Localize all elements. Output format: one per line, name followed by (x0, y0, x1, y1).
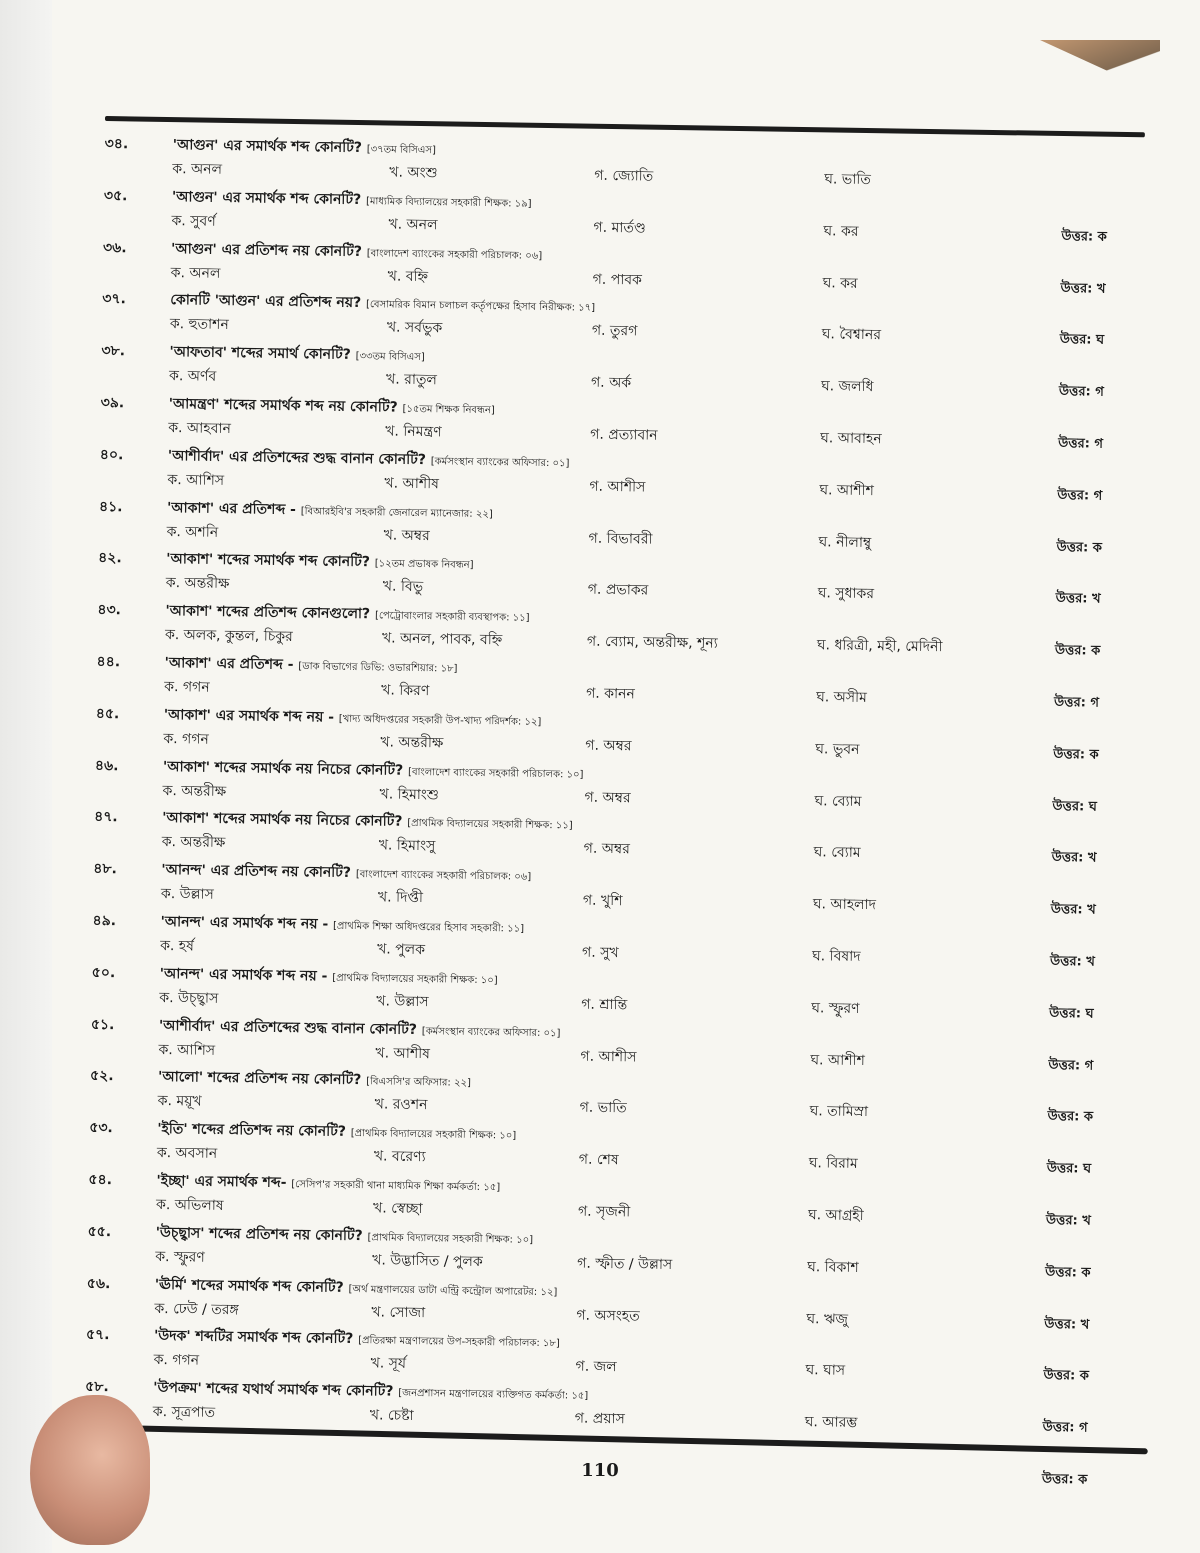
question-number: ৫২. (89, 1068, 114, 1085)
question-text: 'আকাশ' শব্দের সমার্থক শব্দ কোনটি? (166, 551, 371, 571)
question-number: ৩৪. (104, 135, 129, 153)
answer-label: উত্তর: ঘ (1046, 1161, 1092, 1177)
option-a: ক. অন্তরীক্ষ (165, 575, 230, 593)
option-b: খ. আশীষ (375, 1044, 431, 1062)
answer-label: উত্তর: ক (1045, 1264, 1091, 1281)
question-source: [প্রাথমিক শিক্ষা অধিদপ্তরের হিসাব সহকারী: ১১] (332, 920, 525, 935)
question-source: [ডাক বিভাগের ডিভি: ওভারশিয়ার: ১৮] (298, 661, 458, 675)
option-b: খ. উল্লাস (376, 993, 429, 1010)
option-d: ঘ. তামিস্রা (809, 1103, 869, 1121)
option-c: গ. সুখ (581, 944, 619, 962)
option-d: ঘ. আশীশ (810, 1051, 866, 1069)
option-d: ঘ. ব্যোম (814, 792, 862, 810)
question-number: ৩৭. (102, 291, 126, 308)
question-text: 'উপক্রম' শব্দের যথার্থ সমার্থক শব্দ কোনটি? (153, 1380, 394, 1400)
question-text: 'আকাশ' এর সমার্থক শব্দ নয় - (163, 706, 335, 726)
question-source: [৩৭তম বিসিএস] (366, 144, 437, 157)
option-d: ঘ. বিরাম (808, 1155, 858, 1173)
option-b: খ. স্বেচ্ছা (372, 1200, 423, 1218)
option-b: খ. সর্বভুক (386, 319, 443, 337)
answer-label: উত্তর: ক (1061, 228, 1107, 245)
option-d: ঘ. আশীশ (819, 482, 874, 499)
question-source: [কর্মসংস্থান ব্যাংকের অফিসার: ০১] (421, 1025, 561, 1039)
question-number: ৪০. (99, 446, 124, 464)
question-number: ৪৬. (94, 757, 119, 774)
question-text: 'আকাশ' শব্দের প্রতিশব্দ কোনগুলো? (165, 603, 371, 623)
option-b: খ. বিভু (382, 578, 424, 596)
option-c: গ. শ্রান্তি (581, 996, 628, 1014)
question-source: [প্রতিরক্ষা মন্ত্রণালয়ের উপ-সহকারী পরিচালক: ১৮] (358, 1335, 560, 1350)
option-a: ক. অর্ণব (168, 368, 217, 385)
question-source: [১২তম প্রভাষক নিবন্ধন] (374, 558, 474, 572)
option-a: ক. অলক, কুন্তল, চিকুর (164, 627, 293, 646)
answer-label: উত্তর: গ (1048, 1057, 1094, 1074)
question-number: ৪৮. (93, 861, 117, 878)
question-number: ৫১. (90, 1016, 115, 1033)
option-a: ক. ঢেউ / তরঙ্গ (154, 1300, 239, 1318)
question-text: 'আগুন' এর সমার্থক শব্দ কোনটি? (171, 188, 362, 208)
question-number: ৪৩. (97, 602, 122, 619)
question-source: [মাধ্যমিক বিদ্যালয়ের সহকারী শিক্ষক: ১৯] (365, 195, 532, 210)
option-d: ঘ. বিকাশ (807, 1258, 859, 1276)
page-number: 110 (581, 1460, 619, 1481)
option-d: ঘ. আগ্রহী (807, 1207, 864, 1224)
option-a: ক. সুবর্ণ (171, 212, 216, 230)
answer-label: উত্তর: খ (1051, 850, 1097, 867)
answer-label: উত্তর: গ (1053, 694, 1100, 711)
question-source: [কর্মসংস্থান ব্যাংকের অফিসার: ০১] (430, 455, 570, 470)
question-number: ৩৬. (102, 239, 127, 256)
question-number: ৪৭. (94, 809, 118, 826)
option-b: খ. উদ্ভাসিত / পুলক (372, 1252, 483, 1270)
question-text: 'আনন্দ' এর প্রতিশব্দ নয় কোনটি? (161, 862, 352, 882)
answer-label: উত্তর: ক (1054, 643, 1101, 659)
question-number: ৫৮. (85, 1378, 109, 1396)
question-source: [সেসিপ'র সহকারী থানা মাধ্যমিক শিক্ষা কর্মকর্তা: ১৫] (291, 1178, 501, 1194)
option-c: গ. ব্যোম, অন্তরীক্ষ, শূন্য (586, 633, 718, 652)
question-text: কোনটি 'আগুন' এর প্রতিশব্দ নয়? (170, 292, 362, 312)
answer-label: উত্তর: খ (1049, 953, 1095, 970)
option-b: খ. অনল, পাবক, বহ্নি (381, 630, 503, 649)
answer-label: উত্তর: ঘ (1052, 798, 1097, 815)
question-source: [প্রাথমিক বিদ্যালয়ের সহকারী শিক্ষক: ১০] (350, 1128, 517, 1142)
question-text: 'ইচ্ছা' এর সমার্থক শব্দ- (156, 1172, 287, 1191)
option-c: গ. সৃজনী (577, 1203, 631, 1221)
option-c: গ. প্রত্যাবান (590, 426, 658, 444)
question-number: ৫৪. (88, 1171, 113, 1189)
answer-label: উত্তর: খ (1045, 1212, 1091, 1229)
option-c: গ. অর্ক (590, 374, 632, 392)
question-number: ৫৭. (85, 1327, 110, 1344)
question-source: [প্রাথমিক বিদ্যালয়ের সহকারী শিক্ষক: ১০] (332, 972, 498, 987)
option-a: ক. উল্লাস (160, 886, 214, 903)
question-source: [প্রাথমিক বিদ্যালয়ের সহকারী শিক্ষক: ১১] (407, 818, 573, 832)
option-c: গ. জল (575, 1358, 617, 1376)
question-source: [৩৩তম বিসিএস] (355, 351, 425, 364)
option-a: ক. হুতাশন (169, 316, 229, 334)
answer-label: উত্তর: ঘ (1049, 1005, 1094, 1022)
question-source: [প্রাথমিক বিদ্যালয়ের সহকারী শিক্ষক: ১০] (367, 1231, 534, 1246)
question-text: 'আনন্দ' এর সমার্থক শব্দ নয় - (159, 965, 328, 985)
question-number: ৩৮. (101, 343, 126, 360)
question-number: ৫৫. (87, 1223, 112, 1240)
option-b: খ. আশীষ (384, 475, 440, 493)
option-b: খ. চেষ্টা (369, 1407, 414, 1425)
option-a: ক. অন্তরীক্ষ (162, 782, 227, 800)
option-c: গ. বিভাবরী (588, 530, 653, 548)
option-d: ঘ. ধরিত্রী, মহী, মেদিনী (816, 637, 943, 656)
question-source: [বেসামরিক বিমান চলাচল কর্তৃপক্ষের হিসাব নিরীক্ষক: ১৭] (365, 299, 596, 315)
question-text: 'আলো' শব্দের প্রতিশব্দ নয় কোনটি? (157, 1069, 362, 1089)
option-a: ক. অনল (170, 264, 221, 282)
option-b: খ. অন্তরীক্ষ (380, 734, 444, 752)
option-b: খ. রাতুল (385, 371, 437, 389)
option-b: খ. কিরণ (381, 682, 430, 700)
question-text: 'আকাশ' শব্দের সমার্থক নয় নিচের কোনটি? (162, 810, 403, 831)
option-c: গ. স্ফীত / উল্লাস (577, 1255, 673, 1273)
option-d: ঘ. সুধাকর (817, 585, 875, 603)
option-c: গ. পাবক (592, 271, 643, 289)
question-text: 'আগুন' এর সমার্থক শব্দ কোনটি? (172, 137, 363, 157)
option-b: খ. অম্বর (383, 527, 430, 544)
question-number: ৫৬. (86, 1275, 111, 1292)
answer-label: উত্তর: ক (1041, 1471, 1088, 1488)
answer-label: উত্তর: খ (1050, 902, 1096, 918)
question-text: 'উচ্ছ্বাস' শব্দের প্রতিশব্দ নয় কোনটি? (155, 1224, 363, 1244)
question-text: 'আকাশ' এর প্রতিশব্দ - (166, 499, 297, 518)
question-source: [পেট্রোবাংলার সহকারী ব্যবস্থাপক: ১১] (374, 610, 530, 624)
option-a: ক. আশিস (158, 1041, 216, 1059)
option-d: ঘ. ঋজু (806, 1310, 849, 1328)
question-text: 'আগুন' এর প্রতিশব্দ নয় কোনটি? (170, 240, 363, 260)
option-c: গ. ভাতি (579, 1099, 627, 1117)
option-a: ক. আহবান (168, 420, 232, 437)
option-a: ক. অনল (172, 161, 223, 178)
option-a: ক. অবসান (156, 1145, 218, 1163)
option-b: খ. অনল (388, 216, 438, 234)
question-text: 'উদক' শব্দটির সমার্থক শব্দ কোনটি? (153, 1328, 354, 1348)
option-d: ঘ. ব্যোম (813, 844, 861, 862)
question-text: 'আকাশ' এর প্রতিশব্দ - (164, 654, 294, 673)
option-c: গ. খুশি (582, 892, 623, 910)
question-list (84, 128, 1145, 1491)
answer-label: উত্তর: গ (1042, 1420, 1088, 1436)
option-a: ক. ময়ূখ (157, 1093, 202, 1110)
option-d: ঘ. স্ফুরণ (811, 999, 860, 1017)
option-c: গ. তুরগ (591, 323, 638, 340)
question-text: 'ইতি' শব্দের প্রতিশব্দ নয় কোনটি? (157, 1121, 347, 1141)
option-a: ক. স্ফুরণ (155, 1248, 205, 1266)
page-corner-curl (1040, 40, 1160, 95)
question-source: [খাদ্য অধিদপ্তরের সহকারী উপ-খাদ্য পরিদর্শক: ১২] (338, 713, 542, 728)
question-source: [বিআরইবি'র সহকারী জেনারেল ম্যানেজার: ২২] (300, 505, 493, 520)
question-number: ৩৫. (103, 187, 128, 205)
answer-label: উত্তর: খ (1060, 280, 1106, 297)
option-b: খ. দিপ্তী (377, 889, 424, 907)
question-source: [বাংলাদেশ ব্যাংকের সহকারী পরিচালক: ১০] (408, 766, 584, 781)
option-b: খ. সোজা (371, 1303, 426, 1321)
question-number: ৪১. (98, 498, 123, 515)
option-a: ক. উচ্ছ্বাস (159, 989, 219, 1007)
answer-label: উত্তর: গ (1058, 384, 1104, 400)
question-number: ৫০. (91, 964, 116, 982)
option-b: খ. অংশু (389, 164, 438, 182)
option-d: ঘ. আহলাদ (812, 896, 877, 914)
option-a: ক. গগন (153, 1352, 200, 1369)
option-a: ক. আশিস (167, 471, 225, 489)
question-number: ৪২. (98, 550, 122, 567)
option-b: খ. পুলক (377, 941, 426, 959)
answer-label: উত্তর: ক (1043, 1368, 1090, 1384)
answer-label: উত্তর: ঘ (1059, 332, 1105, 349)
option-d: ঘ. জলধি (820, 378, 874, 396)
option-d: ঘ. কর (823, 223, 859, 240)
option-c: গ. আশীস (589, 478, 646, 496)
option-d: ঘ. কর (822, 274, 858, 292)
option-c: গ. আশীস (580, 1048, 637, 1066)
page-left-shadow (0, 0, 52, 1553)
option-a: ক. অন্তরীক্ষ (161, 834, 226, 852)
option-a: ক. গগন (164, 678, 210, 696)
question-text: 'আশীর্বাদ' এর প্রতিশব্দের শুদ্ধ বানান কোনটি? (158, 1017, 418, 1038)
question-source: [বাংলাদেশ ব্যাংকের সহকারী পরিচালক: ০৬] (366, 247, 543, 262)
option-c: গ. শেষ (578, 1151, 619, 1169)
question-source: [বাংলাদেশ ব্যাংকের সহকারী পরিচালক: ০৬] (355, 869, 532, 883)
option-d: ঘ. ভুবন (815, 741, 860, 758)
option-d: ঘ. বিষাদ (811, 948, 861, 965)
option-b: খ. বহ্নি (387, 268, 429, 285)
question-text: 'আশীর্বাদ' এর প্রতিশব্দের শুদ্ধ বানান কোনটি? (167, 447, 427, 468)
question-number: ৪৯. (92, 912, 117, 930)
option-b: খ. হিমাংশু (379, 785, 440, 803)
option-b: খ. রওশন (374, 1096, 428, 1114)
option-d: ঘ. ঘাস (805, 1362, 846, 1380)
question-source: [অর্থ মন্ত্রণালয়ের ডাটা এন্ট্রি কন্ট্রোল অপারেটর: ১২] (348, 1283, 558, 1298)
question-source: [১৫তম শিক্ষক নিবন্ধন] (402, 403, 495, 417)
answer-label: উত্তর: খ (1055, 591, 1101, 608)
option-a: ক. অভিলাষ (155, 1196, 224, 1214)
option-a: ক. সূত্রপাত (152, 1404, 216, 1422)
option-a: ক. অশনি (166, 523, 219, 541)
option-d: ঘ. ভাতি (824, 171, 871, 189)
question-number: ৫৩. (89, 1120, 113, 1137)
question-source: [বিএসসি'র অফিসার: ২২] (366, 1076, 472, 1090)
option-a: ক. গগন (163, 730, 209, 748)
question-number: ৩৯. (100, 394, 125, 412)
option-b: খ. বরেণ্য (373, 1148, 426, 1166)
option-c: গ. অম্বর (585, 737, 632, 755)
question-text: 'আফতাব' শব্দের সমার্থ কোনটি? (169, 344, 351, 364)
question-number: ৪৪. (96, 653, 121, 671)
option-c: গ. প্রভাকর (587, 582, 649, 599)
option-c: গ. জ্যোতি (594, 167, 654, 185)
answer-label: উত্তর: গ (1057, 487, 1103, 504)
answer-label: উত্তর: গ (1058, 435, 1104, 452)
question-text: 'আনন্দ' এর সমার্থক শব্দ নয় - (160, 913, 329, 933)
option-d: ঘ. বৈশ্বানর (821, 326, 882, 344)
question-number: ৪৫. (95, 705, 120, 723)
question-text: 'আমন্ত্রণ' শব্দের সমার্থক শব্দ নয় কোনটি? (168, 396, 398, 416)
option-a: ক. হর্ষ (160, 937, 195, 955)
option-c: গ. অসংহত (576, 1307, 640, 1325)
answer-label: উত্তর: ক (1047, 1109, 1094, 1125)
answer-label: উত্তর: ক (1056, 539, 1103, 556)
option-d: ঘ. অসীম (816, 689, 867, 707)
answer-label: উত্তর: খ (1044, 1316, 1090, 1333)
question-source: [জনপ্রশাসন মন্ত্রণালয়ের ব্যক্তিগত কর্মকর্তা: ১৫] (398, 1387, 589, 1402)
option-b: খ. নিমন্ত্রণ (385, 423, 442, 441)
option-c: গ. অম্বর (583, 840, 631, 858)
question-text: 'ঊর্মি' শব্দের সমার্থক শব্দ কোনটি? (154, 1276, 344, 1296)
option-c: গ. কানন (586, 685, 635, 703)
option-b: খ. সূর্য (370, 1355, 407, 1373)
answer-label: উত্তর: ক (1053, 746, 1099, 763)
option-d: ঘ. আবাহন (820, 430, 882, 448)
option-b: খ. হিমাংসু (378, 837, 436, 855)
option-d: ঘ. আরম্ভ (804, 1414, 858, 1432)
question-text: 'আকাশ' শব্দের সমার্থক নয় নিচের কোনটি? (162, 758, 404, 779)
option-d: ঘ. নীলাম্বু (818, 533, 872, 551)
option-c: গ. অম্বর (584, 789, 631, 806)
option-c: গ. মার্তণ্ড (593, 219, 646, 237)
option-c: গ. প্রয়াস (574, 1410, 625, 1428)
